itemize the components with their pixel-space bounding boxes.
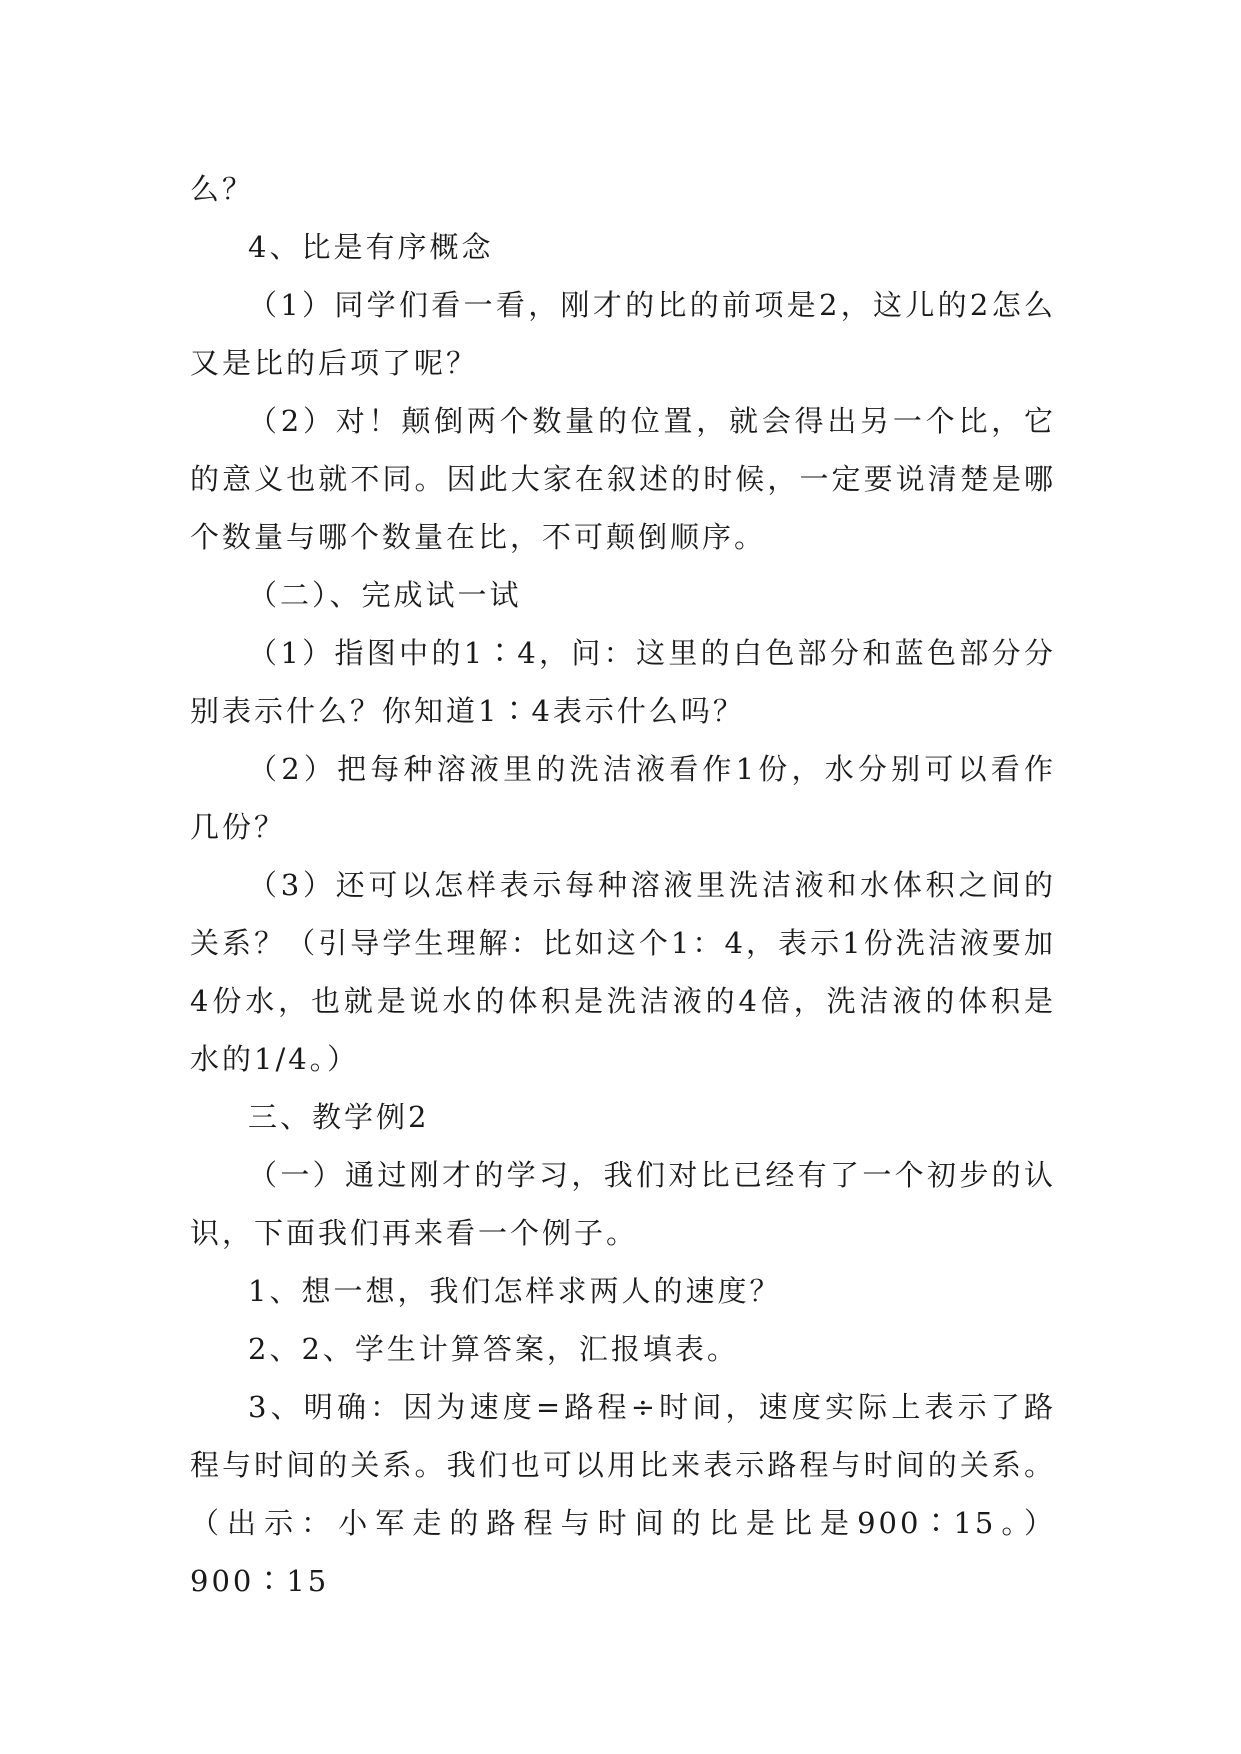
paragraph: 2、2、学生计算答案，汇报填表。 <box>248 1332 739 1366</box>
section-heading: 三、教学例2 <box>248 1100 430 1134</box>
paragraph: （一）通过刚才的学习，我们对比已经有了一个初步的认识，下面我们再来看一个例子。 <box>190 1158 1056 1250</box>
paragraph: （2）对！颠倒两个数量的位置，就会得出另一个比，它的意义也就不同。因此大家在叙述的时候，一定要说清楚是哪个数量与哪个数量在比，不可颠倒顺序。 <box>190 404 1056 554</box>
section-heading: （二）、完成试一试 <box>248 578 522 612</box>
document-body <box>190 160 1056 1610</box>
paragraph: （2）把每种溶液里的洗洁液看作1份，水分别可以看作几份？ <box>190 752 1056 844</box>
paragraph: （3）还可以怎样表示每种溶液里洗洁液和水体积之间的关系？（引导学生理解：比如这个1：4，表示1份洗洁液要加4份水，也就是说水的体积是洗洁液的4倍，洗洁液的体积是水的1/4。） <box>190 868 1056 1076</box>
paragraph: 1、想一想，我们怎样求两人的速度？ <box>248 1274 782 1308</box>
paragraph: 3、明确：因为速度=路程÷时间，速度实际上表示了路程与时间的关系。我们也可以用比来表示路程与时间的关系。（出示：小军走的路程与时间的比是比是900∶15。）900∶15 <box>190 1390 1056 1598</box>
paragraph: 么？ <box>190 172 255 206</box>
paragraph: （1）同学们看一看，刚才的比的前项是2，这儿的2怎么又是比的后项了呢？ <box>190 288 1056 380</box>
section-heading: 4、比是有序概念 <box>248 230 494 264</box>
paragraph: （1）指图中的1∶4，问：这里的白色部分和蓝色部分分别表示什么？你知道1∶4表示什么吗？ <box>190 636 1056 728</box>
